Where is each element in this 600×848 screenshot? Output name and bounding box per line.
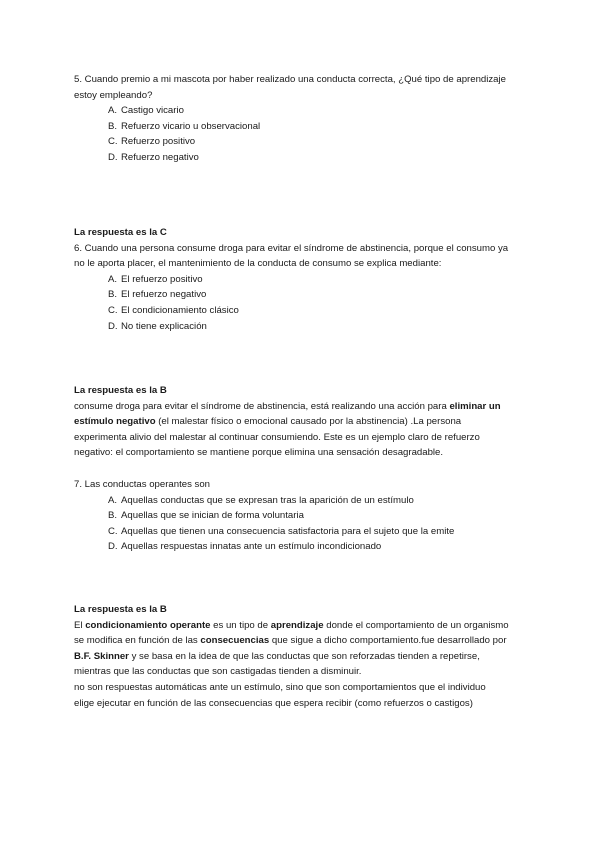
question-7-option-b [74, 508, 534, 524]
question-5-text-line-1: 5. Cuando premio a mi mascota por haber realizado una conducta correcta, ¿Qué tipo de aprendizaje [74, 74, 506, 85]
question-6-text-line-2: no le aporta placer, el mantenimiento de la conducta de consumo se explica mediante: [74, 258, 442, 270]
explanation-7-line-5: no son respuestas automáticas ante un estímulo, sino que son comportamientos que el individuo [74, 681, 486, 693]
question-5-text-line-2: estoy empleando? [74, 89, 153, 101]
option-letter: D. [108, 151, 118, 163]
explanation-7-line-6: elige ejecutar en función de las consecuencias que espera recibir (como refuerzos o castigos) [74, 697, 473, 709]
option-text: Castigo vicario [121, 105, 184, 117]
option-text: Aquellas conductas que se expresan tras la aparición de un estímulo [121, 494, 414, 506]
explanation-7-line-4: mientras que las conductas que son castigadas tienden a disminuir. [74, 666, 362, 678]
question-5-option-d [74, 150, 534, 166]
option-text: Refuerzo vicario u observacional [121, 120, 261, 132]
option-text: El refuerzo negativo [121, 289, 207, 301]
question-5-option-b [74, 119, 534, 135]
option-text: El condicionamiento clásico [121, 304, 239, 316]
question-6-option-b [74, 287, 534, 303]
question-6-text-line-1: 6. Cuando una persona consume droga para evitar el síndrome de abstinencia, porque el consumo ya [74, 242, 509, 254]
question-6-option-a [74, 272, 534, 288]
option-letter: D. [108, 320, 118, 332]
option-letter: A. [108, 105, 118, 117]
option-text: Refuerzo positivo [121, 136, 196, 148]
option-letter: A. [108, 494, 118, 506]
option-text: El refuerzo positivo [121, 273, 203, 285]
question-6 [74, 225, 534, 334]
question-5-option-c [74, 134, 534, 150]
question-7 [74, 477, 534, 555]
option-letter: B. [108, 289, 118, 301]
explanation-7-line-3: B.F. Skinner y se basa en la idea de que las conductas que son reforzadas tienden a repetirse, [74, 650, 480, 662]
explanation-7-line-2: se modifica en función de las consecuencias que sigue a dicho comportamiento.fue desarrollado por [74, 635, 507, 647]
option-letter: A. [108, 273, 118, 285]
option-letter: D. [108, 541, 118, 553]
option-letter: B. [108, 510, 118, 522]
question-7-option-d [74, 539, 534, 555]
explanation-6-line-2: estímulo negativo (el malestar físico o emocional causado por la abstinencia) .La persona [74, 416, 462, 428]
explanation-6-line-3: experimenta alivio del malestar al continuar consumiendo. Este es un ejemplo claro de refuerzo [74, 431, 480, 443]
question-5 [74, 72, 534, 166]
question-5-option-a [74, 103, 534, 119]
option-letter: C. [108, 304, 118, 316]
explanation-6-line-4: negativo: el comportamiento se mantiene porque elimina una sensación desagradable. [74, 447, 444, 459]
question-7-text: 7. Las conductas operantes son [74, 479, 211, 490]
option-letter: B. [108, 120, 118, 132]
explanation-6 [74, 383, 534, 461]
answer-7-label: La respuesta es la B [74, 604, 167, 615]
explanation-7 [74, 602, 534, 711]
option-text: No tiene explicación [121, 320, 207, 332]
option-letter: C. [108, 136, 118, 148]
option-text: Aquellas que tienen una consecuencia satisfactoria para el sujeto que la emite [121, 525, 455, 537]
answer-6-label: La respuesta es la B [74, 385, 167, 396]
option-text: Aquellas respuestas innatas ante un estímulo incondicionado [121, 541, 382, 553]
option-letter: C. [108, 525, 118, 537]
explanation-7-line-1: El condicionamiento operante es un tipo de aprendizaje donde el comportamiento de un organismo [74, 619, 509, 631]
option-text: Aquellas que se inician de forma voluntaria [121, 510, 304, 522]
question-6-option-c [74, 303, 534, 319]
question-7-option-c [74, 524, 534, 540]
option-text: Refuerzo negativo [121, 151, 199, 163]
question-6-option-d [74, 319, 534, 335]
question-7-option-a [74, 493, 534, 509]
explanation-6-line-1: consume droga para evitar el síndrome de abstinencia, está realizando una acción para eliminar un [74, 400, 501, 412]
answer-5-label: La respuesta es la C [74, 227, 167, 238]
